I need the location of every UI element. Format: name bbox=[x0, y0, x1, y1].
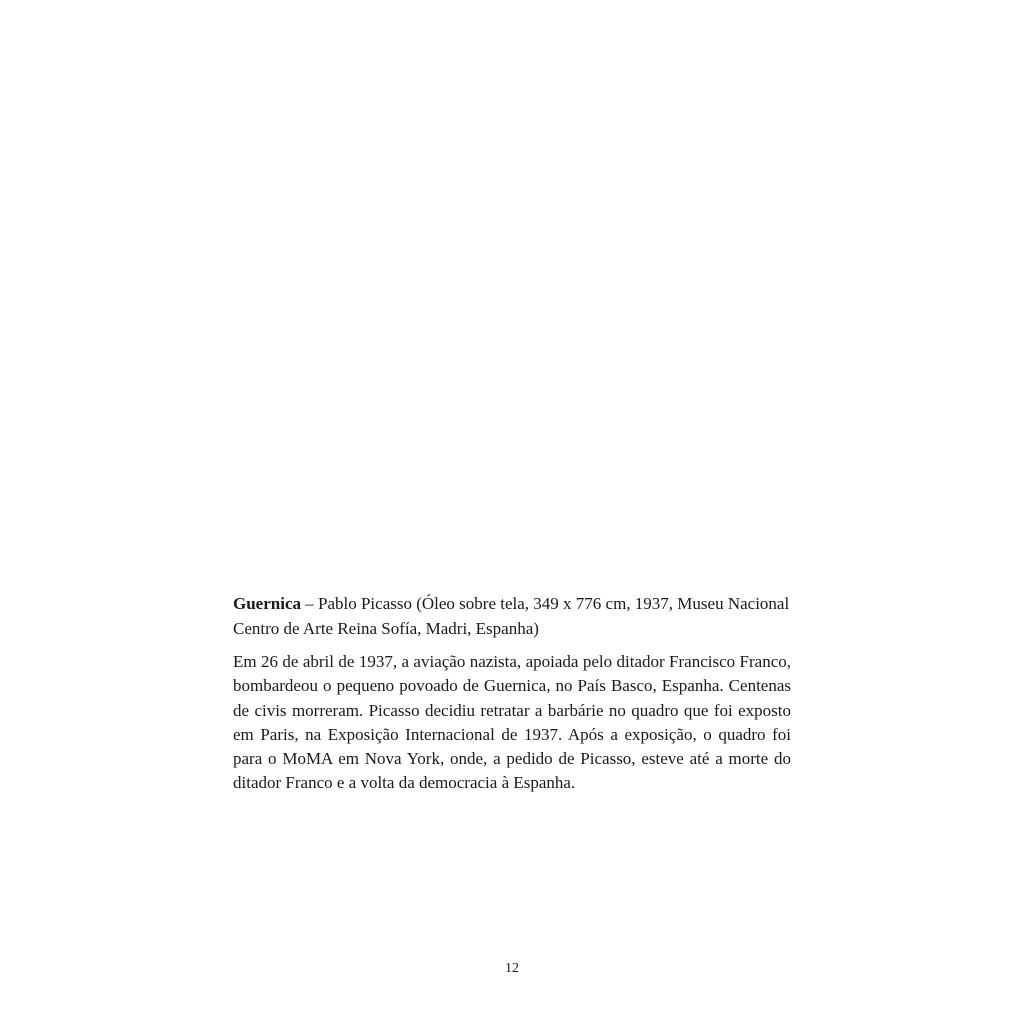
artwork-caption bbox=[233, 591, 791, 641]
artwork-caption-block bbox=[233, 591, 791, 796]
artwork-credit: – Pablo Picasso (Óleo sobre tela, 349 x 776 cm, 1937, Museu Nacional Centro de Arte Reina Sofía, Madri, Espanha) bbox=[233, 594, 790, 638]
page-number: 12 bbox=[505, 961, 519, 976]
artwork-title: Guernica bbox=[233, 594, 301, 613]
description-paragraph: Em 26 de abril de 1937, a aviação nazista, apoiada pelo ditador Francisco Franco, bombardeou o pequeno povoado de Guernica, no País Basco, Espanha. Centenas de civis morreram. Picasso decidiu retratar a barbárie no quadro que foi exposto em Paris, na Exposição Internacional de 1937. Após a exposição, o quadro foi para o MoMA em Nova York, onde, a pedido de Picasso, esteve até a morte do ditador Franco e a volta da democracia à Espanha. bbox=[233, 652, 791, 793]
